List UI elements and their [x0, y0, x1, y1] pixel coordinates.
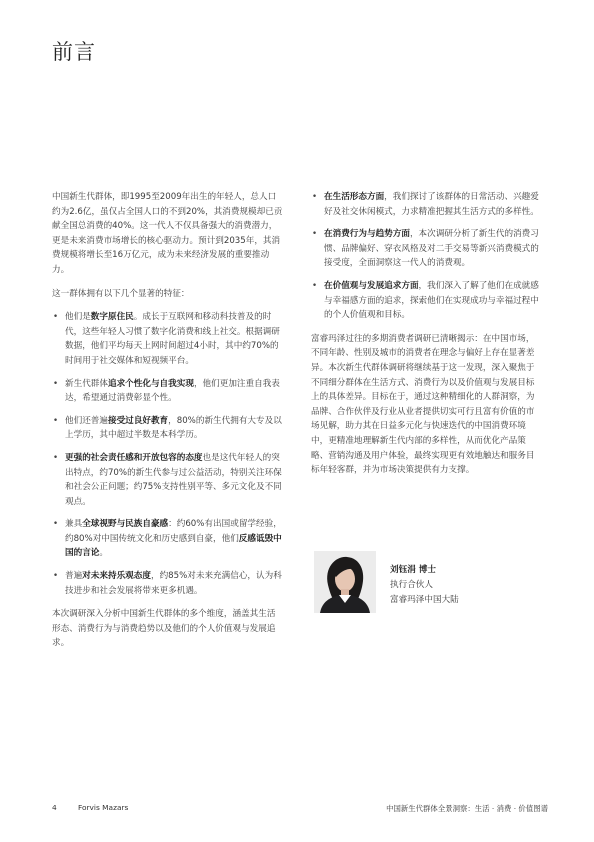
item-text: 。 — [99, 548, 108, 559]
page-title: 前言 — [52, 40, 96, 64]
list-item — [52, 310, 284, 368]
list-item — [52, 377, 284, 406]
list-item — [311, 227, 543, 271]
outro-paragraph: 本次调研深入分析中国新生代群体的多个维度，涵盖其生活形态、消费行为与消费趋势以及他们的个人价值观与发展追求。 — [52, 609, 276, 649]
findings-paragraph: 富睿玛泽过往的多期消费者调研已清晰揭示：在中国市场，不同年龄、性别及城市的消费者在理念与偏好上存在显著差异。本次新生代群体调研将继续基于这一发现，深入聚焦于不同细分群体在生活方式、消费行为以及价值观与发展目标上的具体差异。目标在于，通过这种精细化的人群洞察，为品牌、合作伙伴及行业从业者提供切实可行且富有价值的市场见解，助力其在日益多元化与快速迭代的中国消费环境中，更精准地理解新生代内部的多样性，从而优化产品策略、营销沟通及用户体验，最终实现更有效地触达和服务目标年轻客群，并为市场决策提供有力支撑。 — [311, 333, 535, 476]
item-text: 他们是 — [65, 312, 91, 323]
item-highlight: 反感诋毁中国的言论 — [65, 533, 282, 559]
item-text: ，约85%对未来充满信心，认为科技进步和社会发展将带来更多机遇。 — [65, 571, 282, 596]
item-text: 普遍 — [65, 571, 83, 582]
portrait-image — [314, 551, 376, 613]
list-item — [52, 517, 284, 561]
bullet-icon: • — [312, 229, 318, 240]
bullet-icon: • — [312, 280, 318, 291]
list-item — [52, 569, 284, 598]
item-highlight: 在价值观与发展追求方面 — [324, 280, 419, 291]
dimension-list — [311, 190, 543, 323]
page-number: 4 — [52, 803, 57, 812]
author-name: 刘钰涓 博士 — [390, 565, 436, 575]
feature-list — [52, 310, 284, 598]
bullet-icon: • — [53, 415, 59, 426]
bullet-icon: • — [53, 452, 59, 463]
item-text: 兼具 — [65, 519, 83, 530]
right-column — [311, 190, 543, 487]
item-highlight: 数字原住民 — [90, 312, 134, 323]
author-role: 执行合伙人 — [390, 580, 433, 590]
left-column — [52, 190, 284, 660]
bullet-icon: • — [53, 571, 59, 582]
bullet-icon: • — [53, 378, 59, 389]
item-highlight: 更强的社会责任感和开放包容的态度 — [65, 452, 203, 463]
item-text: ：约60%有出国或留学经验，约80%对中国传统文化和历史感到自豪，他们 — [65, 519, 282, 544]
intro-paragraph: 中国新生代群体，即1995至2009年出生的年轻人，总人口约为2.6亿，虽仅占全国人口的不到20%，其消费规模却已贡献全国总消费的40%。这一代人不仅具备强大的消费潜力，更是未来消费市场增长的核心驱动力。预计到2035年，其消费规模将增长至16万亿元，成为未来经济发展的重要推动力。 — [52, 192, 283, 275]
item-text: 新生代群体 — [65, 378, 108, 389]
item-highlight: 接受过良好教育 — [107, 415, 169, 426]
item-text: ，本次调研分析了新生代的消费习惯、品牌偏好、穿衣风格及对二手交易等新兴消费模式的接受度，全面洞察这一代人的消费观。 — [324, 229, 539, 269]
list-item — [311, 190, 543, 219]
item-text: ，80%的新生代拥有大专及以上学历，其中超过半数是本科学历。 — [65, 415, 282, 441]
bullet-icon: • — [312, 192, 318, 202]
item-highlight: 追求个性化与自我实现 — [107, 378, 194, 389]
item-text: 。成长于互联网和移动科技普及的时代，这些年轻人习惯了数字化消费和线上社交。根据调研数据，他们平均每天上网时间超过4小时，其中约70%的时间用于社交媒体和短视频平台。 — [65, 312, 280, 366]
author-org: 富睿玛泽中国大陆 — [390, 595, 459, 605]
item-text: 也是这代年轻人的突出特点，约70%的新生代参与过公益活动，特别关注环保和社会公正问题；约75%支持性别平等、多元文化及不同观点。 — [65, 452, 282, 507]
item-highlight: 全球视野与民族自豪感 — [82, 519, 169, 530]
bullet-icon: • — [53, 312, 59, 323]
item-text: ，我们探讨了该群体的日常活动、兴趣爱好及社交休闲模式，力求精准把握其生活方式的多样性。 — [324, 192, 539, 217]
list-item — [52, 414, 284, 443]
item-highlight: 在消费行为与趋势方面 — [324, 229, 410, 240]
item-text: ，我们深入了解了他们在成就感与幸福感方面的追求，探索他们在实现成功与幸福过程中的个人价值观和目标。 — [324, 280, 539, 321]
list-item — [52, 451, 284, 509]
item-highlight: 在生活形态方面 — [324, 192, 385, 202]
footer-brand: Forvis Mazars — [78, 803, 129, 812]
list-item — [311, 279, 543, 323]
footer-report-title: 中国新生代群体全景洞察：生活 · 消费 · 价值图谱 — [386, 804, 548, 813]
item-text: 他们还普遍 — [65, 415, 108, 426]
item-highlight: 对未来持乐观态度 — [82, 571, 151, 582]
item-text: ，他们更加注重自我表达，希望通过消费彰显个性。 — [65, 378, 280, 404]
lead-paragraph: 这一群体拥有以下几个显著的特征： — [52, 288, 190, 299]
author-profile — [314, 551, 554, 613]
bullet-icon: • — [53, 519, 59, 530]
author-photo — [314, 551, 376, 613]
